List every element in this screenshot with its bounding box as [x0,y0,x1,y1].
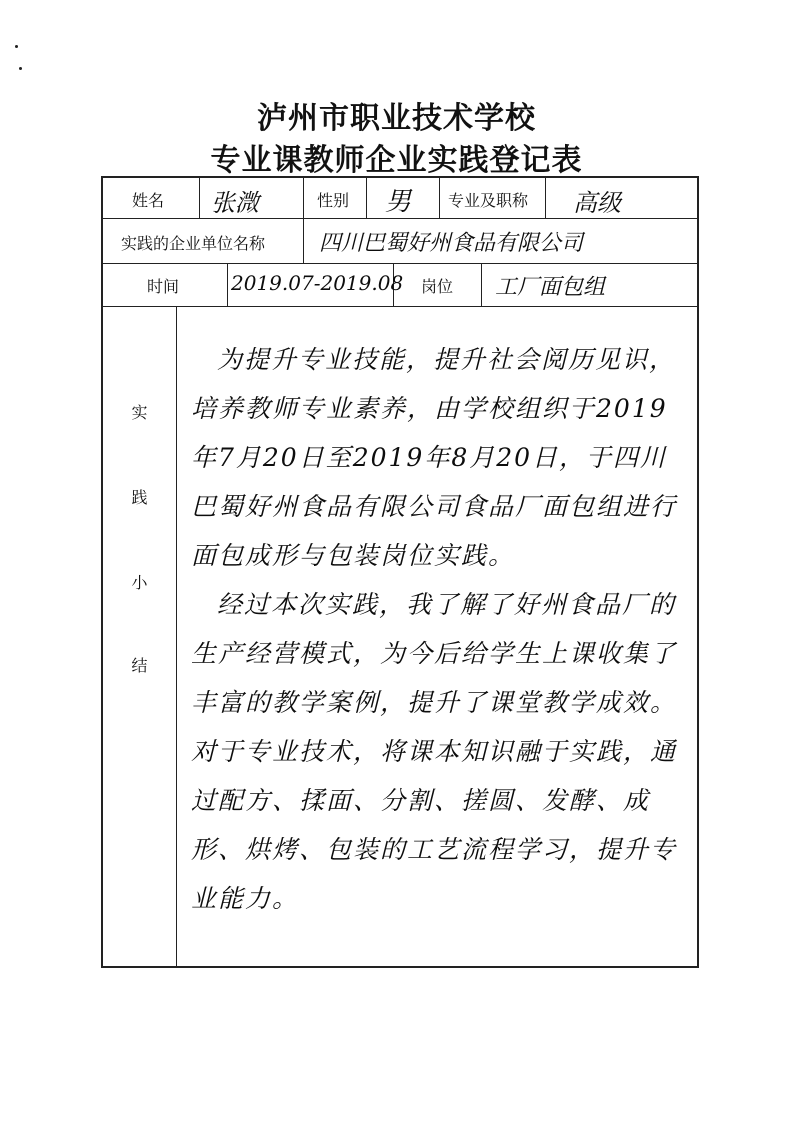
cell-divider [439,178,440,218]
document-subtitle: 专业课教师企业实践登记表 [210,143,583,178]
registration-form [101,176,699,968]
summary-label-char: 实 [131,403,148,422]
company-label: 实践的企业单位名称 [121,234,266,253]
cell-divider [227,263,228,306]
position-label: 岗位 [421,277,454,296]
summary-label-char: 小 [131,573,148,592]
time-label: 时间 [147,277,180,296]
summary-label-char: 践 [131,488,148,507]
document-title: 泸州市职业技术学校 [257,101,536,136]
time-value: 2019.07-2019.08 [231,271,404,295]
name-value: 张溦 [211,189,259,217]
row-divider [103,218,697,219]
name-label: 姓名 [132,191,165,210]
gender-label: 性别 [317,191,350,210]
cell-divider [176,306,177,968]
summary-label-char: 结 [131,656,148,675]
major-title-label: 专业及职称 [448,191,529,210]
row-divider [103,263,697,264]
cell-divider [303,178,304,218]
scan-speck [19,67,22,70]
row-divider [103,306,697,307]
summary-content [191,335,691,923]
cell-divider [366,178,367,218]
summary-paragraph: 经过本次实践，我了解了好州食品厂的生产经营模式，为今后给学生上课收集了丰富的教学案例，提升了课堂教学成效。对于专业技术，将课本知识融于实践，通过配方、揉面、分割、搓圆、发酵、成形、烘烤、包装的工艺流程学习，提升专业能力。 [191,590,678,913]
cell-divider [481,263,482,306]
company-value: 四川巴蜀好州食品有限公司 [319,231,584,256]
cell-divider [545,178,546,218]
summary-paragraph: 为提升专业技能，提升社会阅历见识，培养教师专业素养，由学校组织于2019年7月20日至2019年8月20日，于四川巴蜀好州食品有限公司食品厂面包组进行面包成形与包装岗位实践。 [191,345,678,570]
major-title-value: 高级 [573,189,621,217]
cell-divider [199,178,200,218]
position-value: 工厂面包组 [495,275,606,300]
cell-divider [303,218,304,263]
gender-value: 男 [385,187,412,217]
scan-speck [15,45,18,48]
